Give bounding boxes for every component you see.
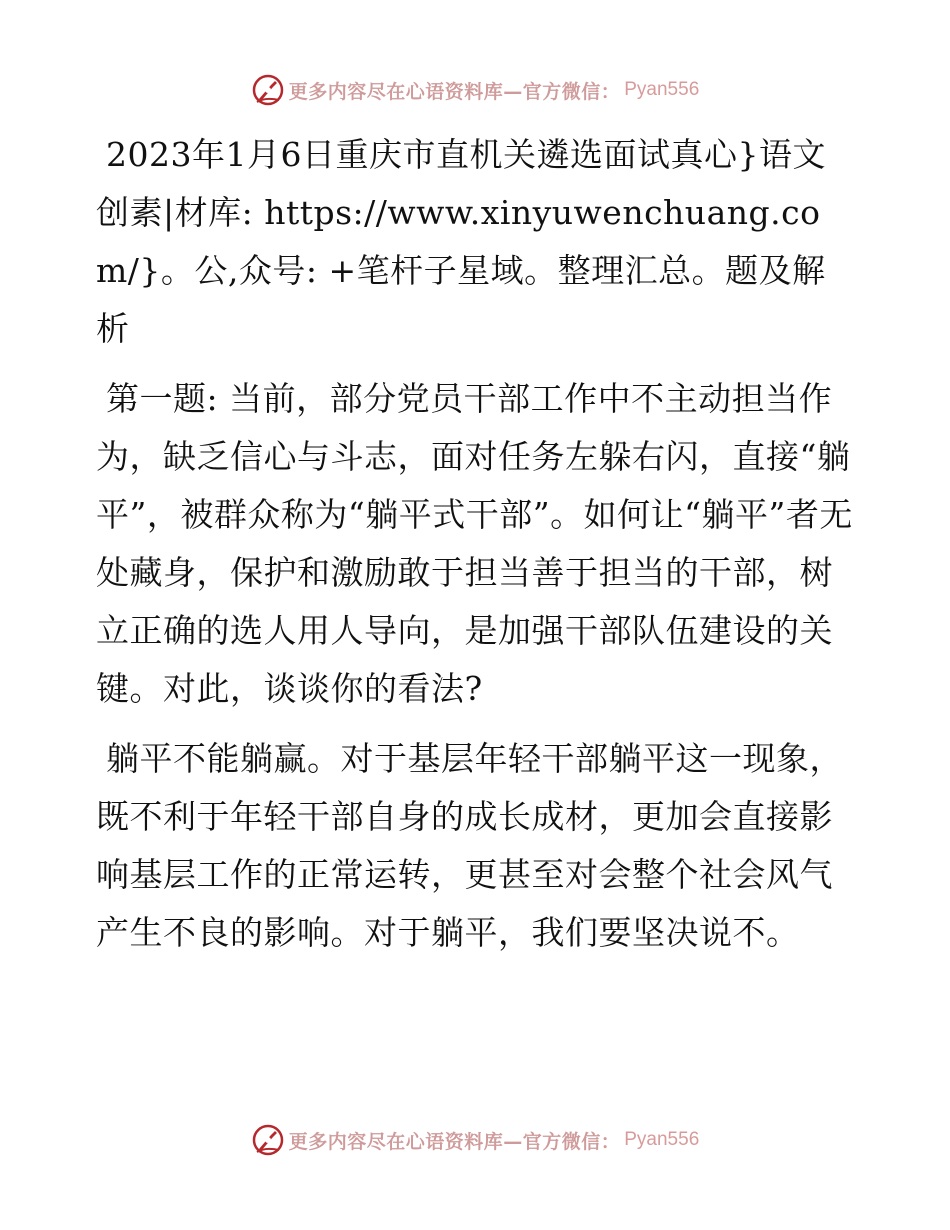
paragraph-question: [96, 370, 856, 718]
question-text: 第一题: 当前，部分党员干部工作中不主动担当作为，缺乏信心与斗志，面对任务左躲右闪，直接“躺平”，被群众称为“躺平式干部”。如何让“躺平”者无处藏身，保护和激励敢于担当善于担当的干部，树立正确的选人用人导向，是加强干部队伍建设的关键。对此，谈谈你的看法?: [96, 379, 853, 708]
banner-wechat-id: Pyan556: [624, 79, 700, 100]
pen-logo-icon: [251, 1123, 285, 1157]
title-text: 2023年1月6日重庆市直机关遴选面试真心}语文创素|材库: https://www.xinyuwenchuang.com/}。公,众号: +笔杆子星域。整理汇总。题及解析: [96, 135, 826, 348]
banner-text: 更多内容尽在心语资料库—官方微信：: [288, 1130, 621, 1153]
answer-text: 躺平不能躺赢。对于基层年轻干部躺平这一现象，既不利于年轻干部自身的成长成材，更加会直接影响基层工作的正常运转，更甚至对会整个社会风气产生不良的影响。对于躺平，我们要坚决说不。: [96, 739, 843, 952]
footer-watermark-banner: [0, 1120, 950, 1160]
banner-text: 更多内容尽在心语资料库—官方微信：: [288, 80, 621, 103]
banner-wechat-id: Pyan556: [624, 1129, 700, 1150]
paragraph-title: [96, 126, 856, 358]
pen-logo-icon: [251, 73, 285, 107]
header-watermark-banner: [0, 70, 950, 110]
paragraph-answer: [96, 730, 856, 962]
document-body: [96, 126, 856, 974]
